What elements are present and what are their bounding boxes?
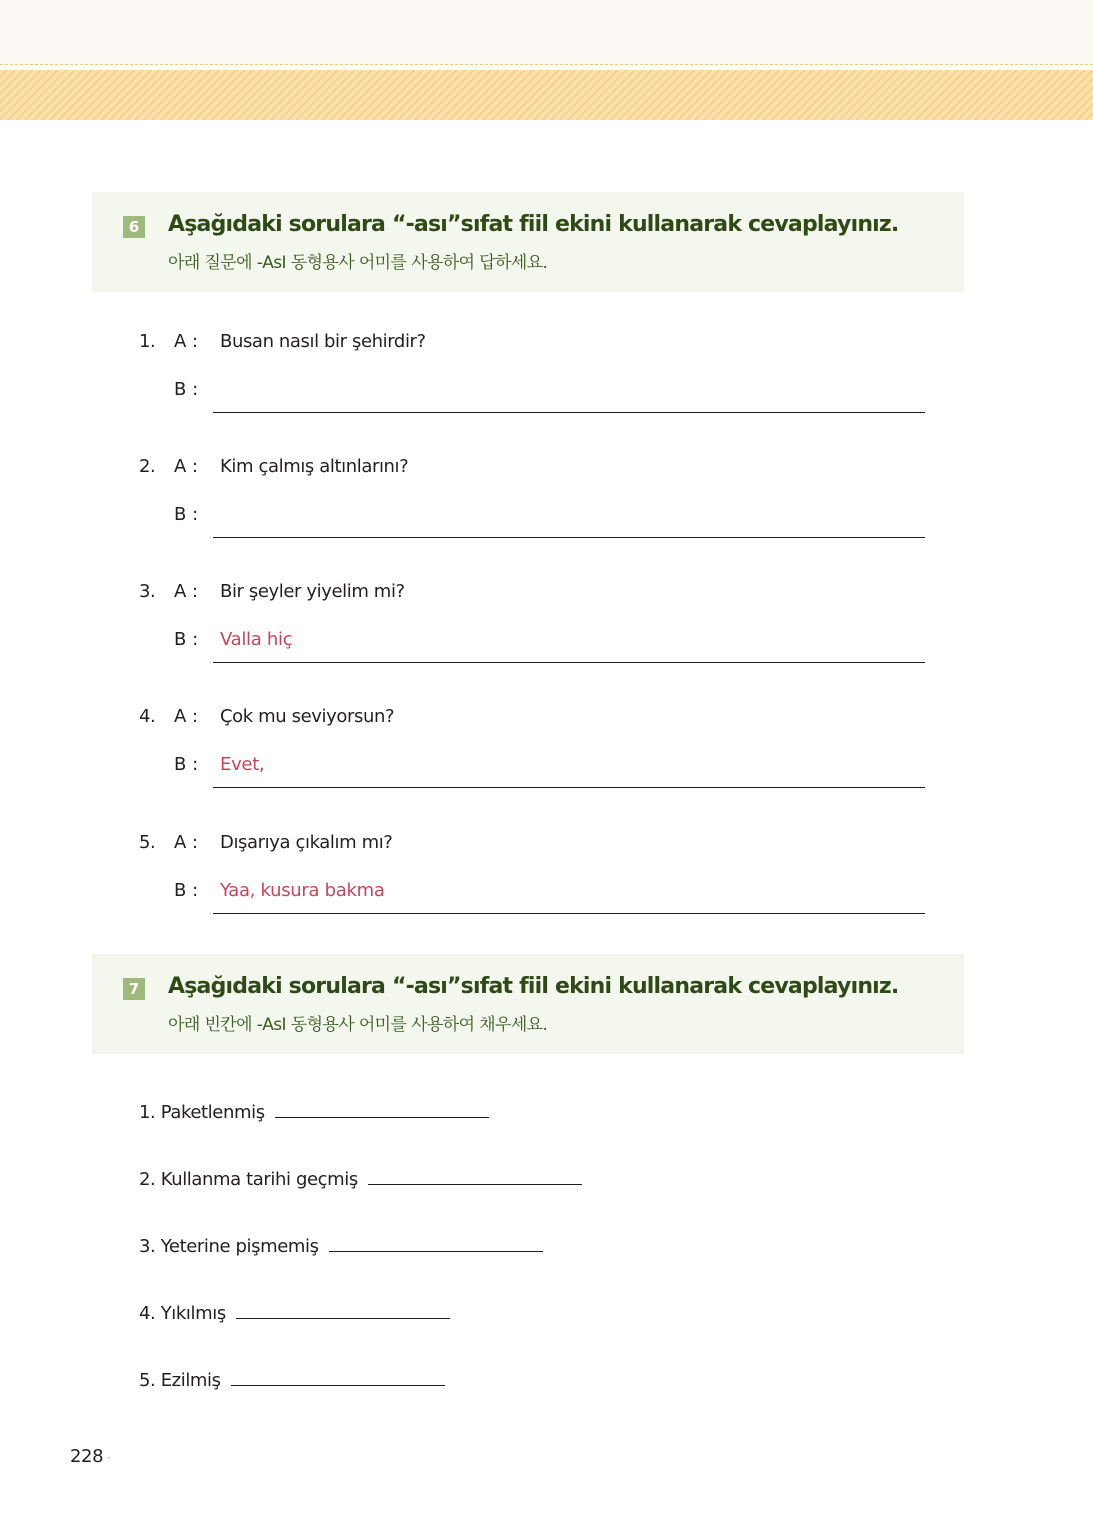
exercise-number-badge: 7 [123,978,145,1000]
speaker-b-label: B : [174,754,199,775]
exercise-7-instruction-box [92,954,964,1054]
item-number: 1. [139,331,156,352]
speaker-b-label: B : [174,880,199,901]
fill-blank-line[interactable] [368,1166,582,1185]
fill-blank-item [139,1367,445,1391]
speaker-a-label: A : [174,581,199,602]
speaker-a-label: A : [174,331,199,352]
answer-line[interactable] [213,787,925,788]
exercise-6-instruction-box [92,192,964,292]
instruction-turkish: Aşağıdaki sorulara “-ası”sıfat fiil ekini kullanarak cevaplayınız. [168,212,899,237]
dialogue-item [0,706,1093,816]
fill-blank-line[interactable] [231,1367,445,1386]
question-text: Kim çalmış altınlarını? [220,456,409,477]
fill-item-text: 1. Paketlenmiş [139,1102,265,1123]
page-number-separator: · [107,1451,111,1465]
dialogue-item [0,832,1093,942]
answer-text: Evet, [220,754,265,775]
page-number [70,1446,111,1467]
item-number: 5. [139,832,156,853]
speaker-a-label: A : [174,706,199,727]
fill-blank-line[interactable] [329,1233,543,1252]
answer-text: Yaa, kusura bakma [220,880,385,901]
answer-line[interactable] [213,913,925,914]
question-text: Bir şeyler yiyelim mi? [220,581,405,602]
exercise-number-badge: 6 [123,216,145,238]
question-text: Busan nasıl bir şehirdir? [220,331,426,352]
answer-line[interactable] [213,662,925,663]
item-number: 2. [139,456,156,477]
decorative-stripe-band [0,70,1093,120]
item-number: 4. [139,706,156,727]
dialogue-item [0,456,1093,566]
fill-blank-item [139,1233,543,1257]
fill-blank-line[interactable] [236,1300,450,1319]
speaker-a-label: A : [174,456,199,477]
instruction-turkish: Aşağıdaki sorulara “-ası”sıfat fiil ekini kullanarak cevaplayınız. [168,974,899,999]
question-text: Dışarıya çıkalım mı? [220,832,393,853]
instruction-korean: 아래 빈칸에 -AsI 동형용사 어미를 사용하여 채우세요. [168,1015,548,1035]
fill-item-text: 5. Ezilmiş [139,1370,221,1391]
header-band [0,0,1093,65]
fill-blank-item [139,1166,582,1190]
speaker-b-label: B : [174,629,199,650]
fill-item-text: 3. Yeterine pişmemiş [139,1236,319,1257]
fill-blank-item [139,1099,489,1123]
speaker-a-label: A : [174,832,199,853]
dialogue-item [0,581,1093,691]
answer-line[interactable] [213,412,925,413]
fill-blank-item [139,1300,450,1324]
answer-line[interactable] [213,537,925,538]
fill-blank-line[interactable] [275,1099,489,1118]
dialogue-item [0,331,1093,441]
page-number-text: 228 [70,1446,104,1467]
fill-item-text: 4. Yıkılmış [139,1303,226,1324]
answer-text: Valla hiç [220,629,293,650]
instruction-korean: 아래 질문에 -AsI 동형용사 어미를 사용하여 답하세요. [168,253,548,273]
question-text: Çok mu seviyorsun? [220,706,395,727]
speaker-b-label: B : [174,504,199,525]
item-number: 3. [139,581,156,602]
speaker-b-label: B : [174,379,199,400]
fill-item-text: 2. Kullanma tarihi geçmiş [139,1169,358,1190]
